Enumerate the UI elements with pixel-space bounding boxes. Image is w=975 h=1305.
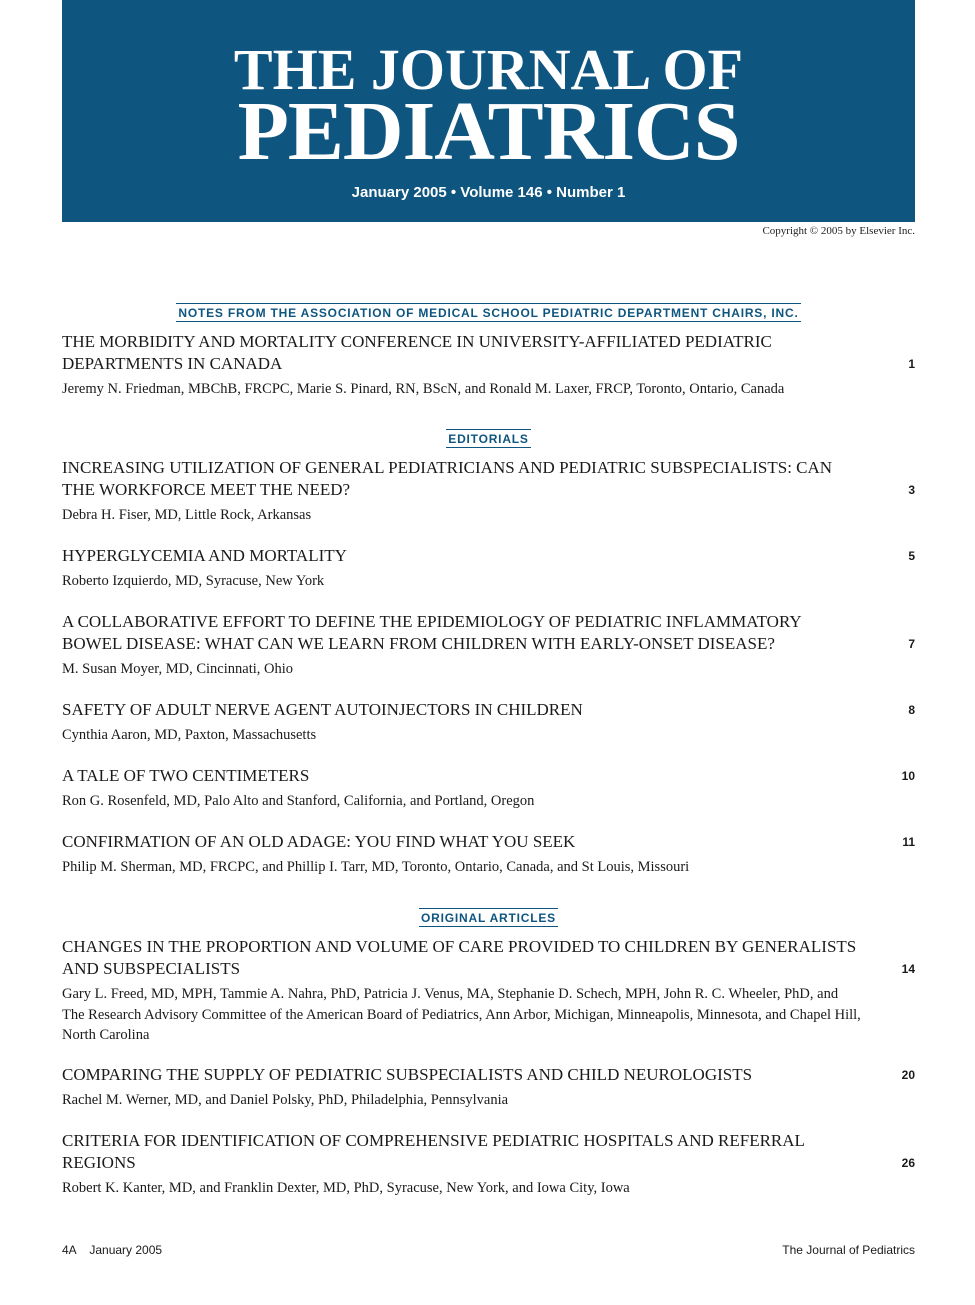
footer-folio: 4A January 2005 [62, 1243, 163, 1257]
toc-entry[interactable] [62, 611, 915, 680]
toc-entry[interactable] [62, 457, 915, 526]
toc-entry[interactable] [62, 936, 915, 1046]
journal-title-line1: THE JOURNAL OF [233, 37, 744, 102]
article-authors: Robert K. Kanter, MD, and Franklin Dexter, MD, PhD, Syracuse, New York, and Iowa City, Iowa [62, 1180, 630, 1196]
article-title[interactable]: SAFETY OF ADULT NERVE AGENT AUTOINJECTORS IN CHILDREN [62, 700, 583, 719]
page-number[interactable]: 8 [908, 703, 915, 717]
article-title[interactable]: COMPARING THE SUPPLY OF PEDIATRIC SUBSPECIALISTS AND CHILD NEUROLOGISTS [62, 1065, 753, 1084]
article-title[interactable]: THE MORBIDITY AND MORTALITY CONFERENCE IN UNIVERSITY-AFFILIATED PEDIATRIC DEPARTMENTS IN CANADA [62, 332, 772, 373]
section-heading-label: ORIGINAL ARTICLES [419, 908, 558, 927]
article-title[interactable]: HYPERGLYCEMIA AND MORTALITY [62, 546, 347, 565]
journal-masthead [62, 0, 915, 222]
toc-entry[interactable] [62, 331, 915, 400]
page-number[interactable]: 26 [901, 1156, 915, 1170]
article-authors: Cynthia Aaron, MD, Paxton, Massachusetts [62, 727, 317, 743]
page-number[interactable]: 10 [901, 769, 915, 783]
toc-entry[interactable] [62, 545, 915, 592]
toc-entry[interactable] [62, 831, 915, 878]
section-heading-label: NOTES FROM THE ASSOCIATION OF MEDICAL SCHOOL PEDIATRIC DEPARTMENT CHAIRS, INC. [176, 303, 800, 322]
toc-entry[interactable] [62, 765, 915, 812]
article-title[interactable]: CONFIRMATION OF AN OLD ADAGE: YOU FIND WHAT YOU SEEK [62, 832, 576, 851]
section-heading-original-articles [62, 908, 915, 927]
article-authors: Rachel M. Werner, MD, and Daniel Polsky, PhD, Philadelphia, Pennsylvania [62, 1092, 509, 1108]
page-number[interactable]: 3 [908, 483, 915, 497]
article-title[interactable]: A COLLABORATIVE EFFORT TO DEFINE THE EPIDEMIOLOGY OF PEDIATRIC INFLAMMATORY BOWEL DISEASE: WHAT CAN WE LEARN FROM CHILDREN WITH EARLY-ONSET DISEASE? [62, 612, 801, 653]
section-heading-editorials [62, 429, 915, 448]
journal-title-line2: PEDIATRICS [237, 85, 740, 178]
article-authors: Gary L. Freed, MD, MPH, Tammie A. Nahra, PhD, Patricia J. Venus, MA, Stephanie D. Schech, MPH, John R. C. Wheeler, PhD, and The Research Advisory Committee of the American Board of Pediatrics, Ann Arbor, Michigan, Minneapolis, Minnesota, and Chapel Hill, North Carolina [62, 986, 861, 1043]
issue-info: January 2005 • Volume 146 • Number 1 [351, 184, 626, 201]
page-number[interactable]: 11 [902, 835, 915, 849]
footer-journal-name: The Journal of Pediatrics [782, 1243, 915, 1257]
article-authors: M. Susan Moyer, MD, Cincinnati, Ohio [62, 661, 294, 677]
page-number[interactable]: 7 [908, 637, 915, 651]
section-heading-notes [62, 303, 915, 322]
article-title[interactable]: INCREASING UTILIZATION OF GENERAL PEDIATRICIANS AND PEDIATRIC SUBSPECIALISTS: CAN THE WORKFORCE MEET THE NEED? [62, 458, 833, 499]
article-title[interactable]: CHANGES IN THE PROPORTION AND VOLUME OF CARE PROVIDED TO CHILDREN BY GENERALISTS AND SUBSPECIALISTS [62, 937, 857, 978]
page-number[interactable]: 1 [908, 357, 915, 371]
toc-entry[interactable] [62, 699, 915, 746]
article-authors: Debra H. Fiser, MD, Little Rock, Arkansas [62, 507, 312, 523]
article-title[interactable]: A TALE OF TWO CENTIMETERS [62, 766, 310, 785]
article-authors: Roberto Izquierdo, MD, Syracuse, New York [62, 573, 325, 589]
toc-entry[interactable] [62, 1130, 915, 1199]
page-number[interactable]: 14 [901, 962, 915, 976]
article-authors: Ron G. Rosenfeld, MD, Palo Alto and Stanford, California, and Portland, Oregon [62, 793, 535, 809]
article-authors: Jeremy N. Friedman, MBChB, FRCPC, Marie S. Pinard, RN, BScN, and Ronald M. Laxer, FRCP, Toronto, Ontario, Canada [62, 381, 785, 397]
article-authors: Philip M. Sherman, MD, FRCPC, and Phillip I. Tarr, MD, Toronto, Ontario, Canada, and St Louis, Missouri [62, 859, 690, 875]
section-heading-label: EDITORIALS [446, 429, 530, 448]
page-number[interactable]: 5 [908, 549, 915, 563]
copyright-notice: Copyright © 2005 by Elsevier Inc. [762, 225, 915, 237]
article-title[interactable]: CRITERIA FOR IDENTIFICATION OF COMPREHENSIVE PEDIATRIC HOSPITALS AND REFERRAL REGIONS [62, 1131, 805, 1172]
page-number[interactable]: 20 [901, 1068, 915, 1082]
toc-entry[interactable] [62, 1064, 915, 1111]
